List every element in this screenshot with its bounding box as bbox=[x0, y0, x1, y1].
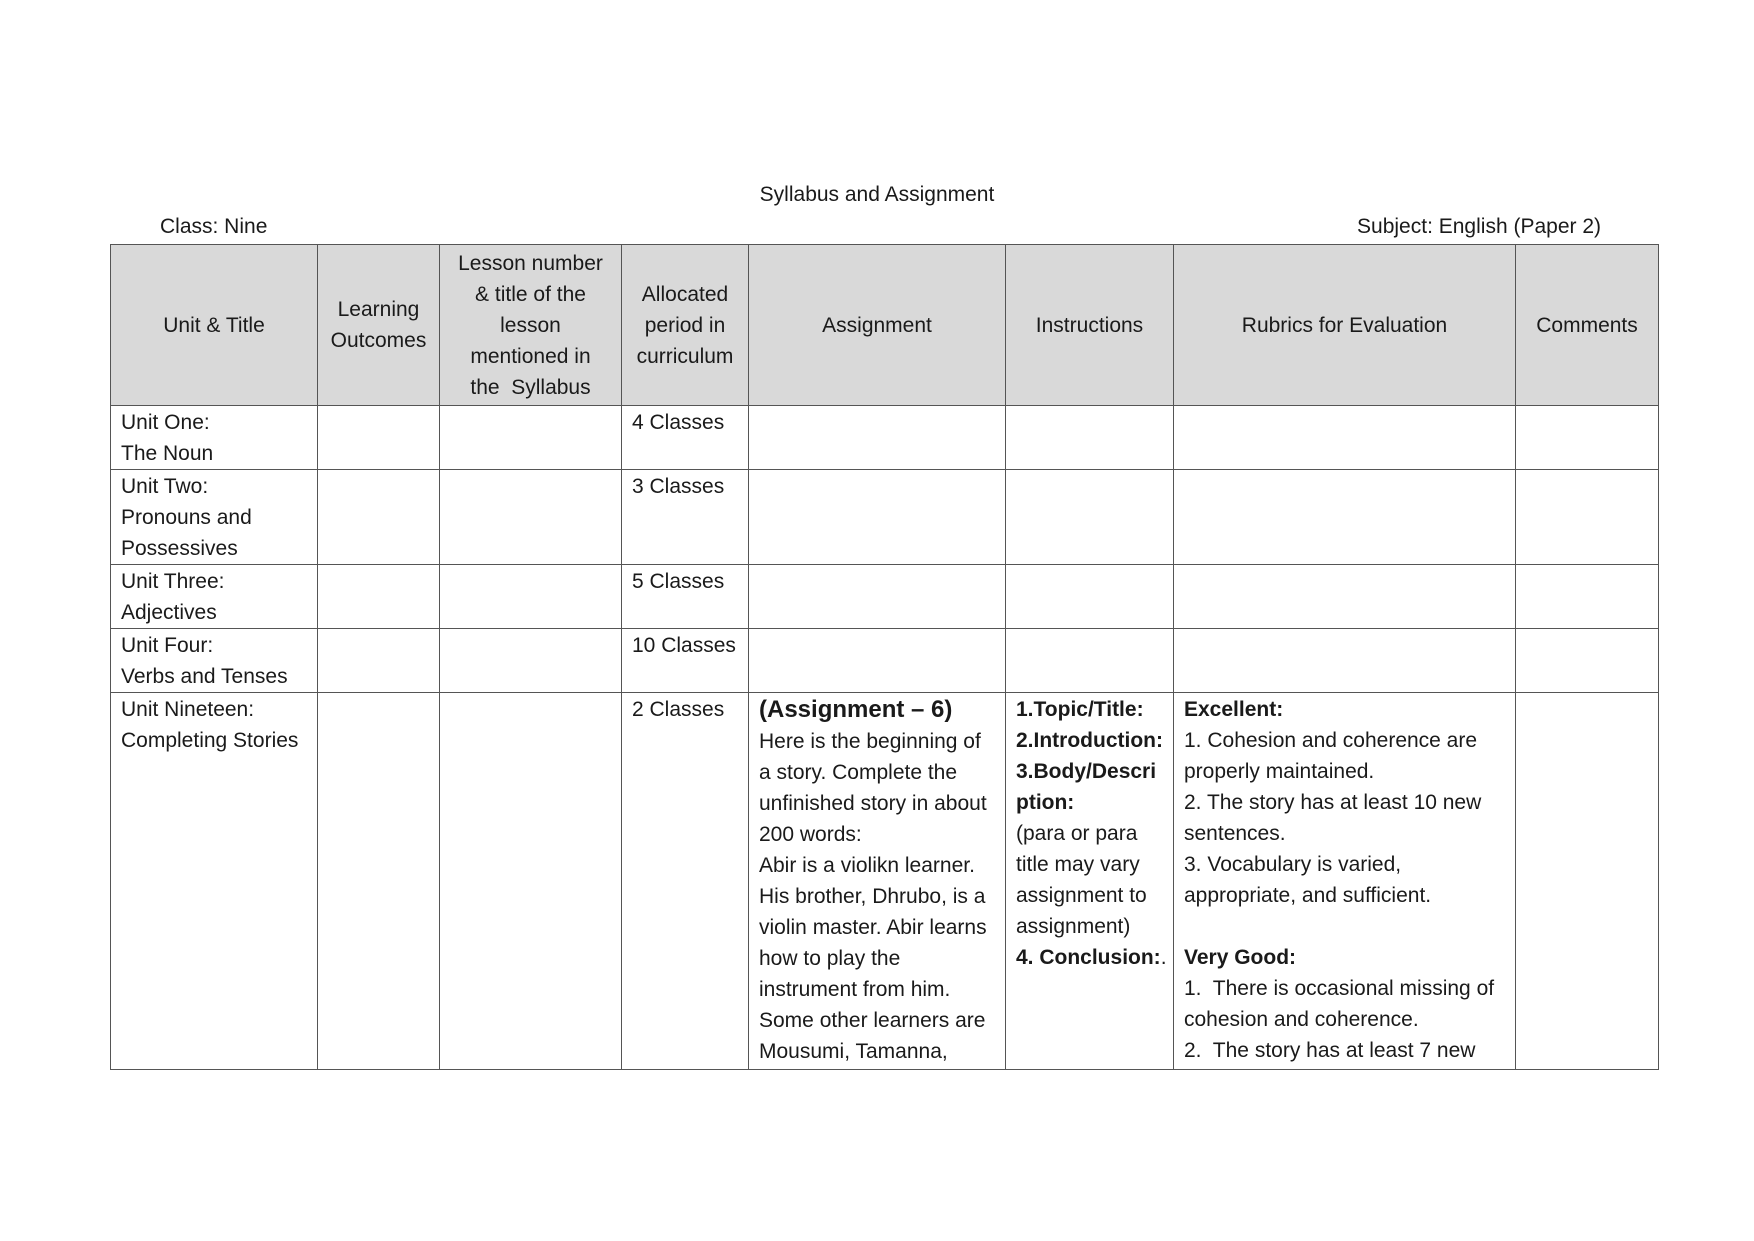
period-cell: 2 Classes bbox=[622, 693, 749, 1070]
table-row bbox=[111, 565, 1659, 629]
assignment-cell bbox=[749, 565, 1006, 629]
instructions-cell bbox=[1006, 406, 1174, 470]
rubrics-cell bbox=[1174, 629, 1516, 693]
column-header-comments: Comments bbox=[1516, 245, 1659, 406]
outcomes-cell bbox=[318, 629, 440, 693]
assignment-line: violin master. Abir learns bbox=[759, 916, 987, 939]
rubric-line: sentences. bbox=[1184, 822, 1286, 845]
rubrics-cell bbox=[1174, 565, 1516, 629]
unit-cell: Unit Three: Adjectives bbox=[111, 565, 318, 629]
rubric-line: 2. The story has at least 7 new bbox=[1184, 1039, 1476, 1062]
period-cell: 10 Classes bbox=[622, 629, 749, 693]
unit-cell: Unit Two: Pronouns and Possessives bbox=[111, 470, 318, 565]
instruction-conclusion: 4. Conclusion:. bbox=[1016, 946, 1167, 969]
lesson-cell bbox=[440, 629, 622, 693]
outcomes-cell bbox=[318, 693, 440, 1070]
column-header-outcomes: Learning Outcomes bbox=[318, 245, 440, 406]
assignment-line: 200 words: bbox=[759, 823, 862, 846]
comments-cell bbox=[1516, 406, 1659, 470]
instruction-note: assignment) bbox=[1016, 915, 1131, 938]
column-header-unit: Unit & Title bbox=[111, 245, 318, 406]
outcomes-cell bbox=[318, 470, 440, 565]
subject-label: Subject: English (Paper 2) bbox=[1357, 215, 1601, 238]
table-row bbox=[111, 629, 1659, 693]
column-header-assignment: Assignment bbox=[749, 245, 1006, 406]
instruction-topic: 1.Topic/Title: bbox=[1016, 698, 1144, 721]
rubric-line: 3. Vocabulary is varied, bbox=[1184, 853, 1402, 876]
outcomes-cell bbox=[318, 406, 440, 470]
table-row bbox=[111, 406, 1659, 470]
column-header-instructions: Instructions bbox=[1006, 245, 1174, 406]
rubrics-cell bbox=[1174, 406, 1516, 470]
class-label: Class: Nine bbox=[160, 215, 268, 238]
period-cell: 3 Classes bbox=[622, 470, 749, 565]
column-header-period: Allocated period in curriculum bbox=[622, 245, 749, 406]
instruction-note: title may vary bbox=[1016, 853, 1140, 876]
assignment-line: how to play the bbox=[759, 947, 901, 970]
syllabus-table bbox=[110, 244, 1659, 1070]
assignment-line: Some other learners are bbox=[759, 1009, 986, 1032]
assignment-cell bbox=[749, 406, 1006, 470]
comments-cell bbox=[1516, 629, 1659, 693]
assignment-line: a story. Complete the bbox=[759, 761, 958, 784]
rubric-line: cohesion and coherence. bbox=[1184, 1008, 1419, 1031]
period-cell: 4 Classes bbox=[622, 406, 749, 470]
unit-cell: Unit One: The Noun bbox=[111, 406, 318, 470]
unit-cell: Unit Four: Verbs and Tenses bbox=[111, 629, 318, 693]
assignment-heading: (Assignment – 6) bbox=[759, 696, 953, 723]
assignment-cell bbox=[749, 629, 1006, 693]
rubric-line: appropriate, and sufficient. bbox=[1184, 884, 1432, 907]
rubric-line: 1. Cohesion and coherence are bbox=[1184, 729, 1478, 752]
instruction-body-continued: ption: bbox=[1016, 791, 1075, 814]
lesson-cell bbox=[440, 406, 622, 470]
column-header-rubrics: Rubrics for Evaluation bbox=[1174, 245, 1516, 406]
instructions-cell bbox=[1006, 565, 1174, 629]
assignment-line: unfinished story in about bbox=[759, 792, 987, 815]
assignment-line: His brother, Dhrubo, is a bbox=[759, 885, 986, 908]
lesson-cell bbox=[440, 693, 622, 1070]
lesson-cell bbox=[440, 565, 622, 629]
rubric-line: properly maintained. bbox=[1184, 760, 1375, 783]
assignment-line: Here is the beginning of bbox=[759, 730, 981, 753]
comments-cell bbox=[1516, 565, 1659, 629]
instructions-cell bbox=[1006, 629, 1174, 693]
table-row bbox=[111, 470, 1659, 565]
period-cell: 5 Classes bbox=[622, 565, 749, 629]
outcomes-cell bbox=[318, 565, 440, 629]
column-header-lesson: Lesson number & title of the lesson mentioned in the Syllabus bbox=[440, 245, 622, 406]
instruction-body: 3.Body/Descri bbox=[1016, 760, 1157, 783]
assignment-cell bbox=[749, 693, 1006, 1070]
rubric-very-good-label: Very Good: bbox=[1184, 946, 1297, 969]
document-title: Syllabus and Assignment bbox=[759, 183, 995, 206]
instructions-cell bbox=[1006, 693, 1174, 1070]
comments-cell bbox=[1516, 470, 1659, 565]
assignment-cell bbox=[749, 470, 1006, 565]
comments-cell bbox=[1516, 693, 1659, 1070]
header-row bbox=[111, 245, 1659, 406]
rubric-line: 1. There is occasional missing of bbox=[1184, 977, 1495, 1000]
instructions-cell bbox=[1006, 470, 1174, 565]
rubric-excellent-label: Excellent: bbox=[1184, 698, 1284, 721]
unit-cell: Unit Nineteen: Completing Stories bbox=[111, 693, 318, 1070]
assignment-line: Mousumi, Tamanna, bbox=[759, 1040, 948, 1063]
instruction-introduction: 2.Introduction: bbox=[1016, 729, 1163, 752]
rubrics-cell bbox=[1174, 693, 1516, 1070]
rubric-line: 2. The story has at least 10 new bbox=[1184, 791, 1482, 814]
rubrics-cell bbox=[1174, 470, 1516, 565]
assignment-line: Abir is a violikn learner. bbox=[759, 854, 975, 877]
instruction-note: assignment to bbox=[1016, 884, 1147, 907]
table-row bbox=[111, 693, 1659, 1070]
assignment-line: instrument from him. bbox=[759, 978, 951, 1001]
instruction-note: (para or para bbox=[1016, 822, 1138, 845]
lesson-cell bbox=[440, 470, 622, 565]
